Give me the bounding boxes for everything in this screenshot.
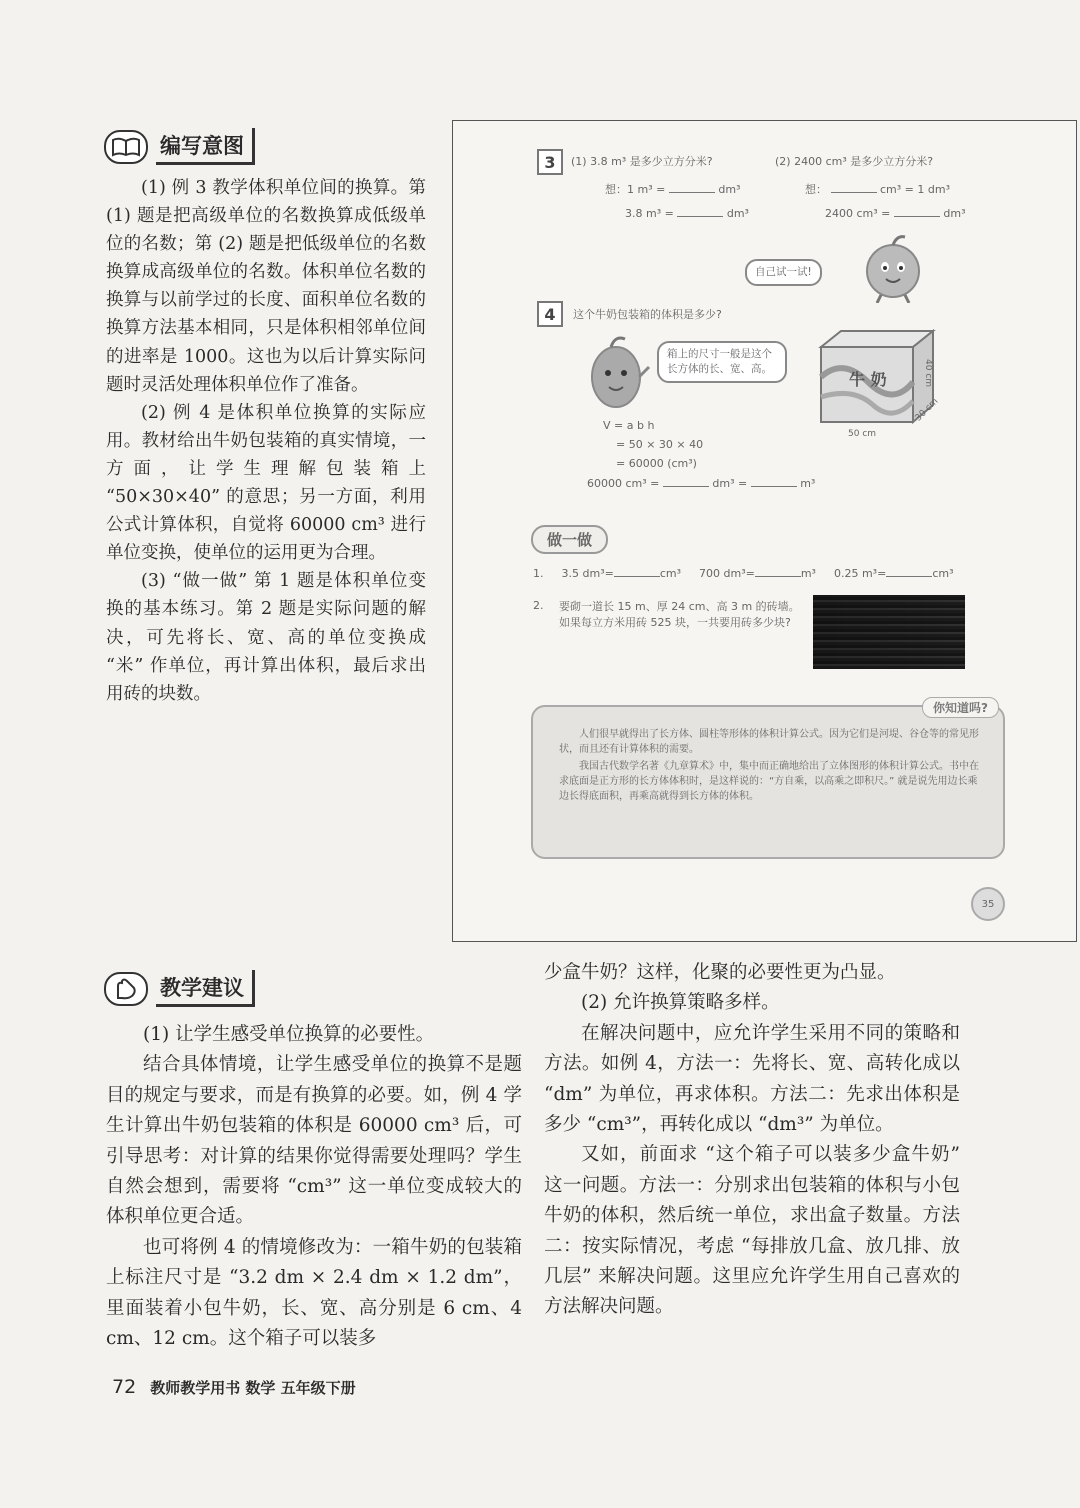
footer-book-title: 教师教学用书 数学 五年级下册: [150, 1379, 356, 1397]
ex3-blank-3[interactable]: [831, 192, 877, 193]
did-you-know-tag: 你知道吗?: [922, 697, 999, 718]
page-footer: [112, 1376, 356, 1398]
q1-c: 0.25 m³=: [833, 567, 887, 580]
advice-right-1: 少盒牛奶？这样，化聚的必要性更为凸显。: [544, 962, 896, 983]
mascot-apple-icon: [853, 233, 933, 303]
advice-left-column: [106, 1020, 522, 1354]
ex3-answer-line-3: [805, 181, 950, 197]
example-4-number: 4: [537, 301, 563, 327]
size-bubble: 箱上的尺寸一般是这个长方体的长、宽、高。: [657, 341, 787, 383]
ex3-a2-l1-post: cm³ = 1 dm³: [880, 183, 950, 196]
q2-num: 2.: [533, 599, 544, 612]
example-3-q1: (1) 3.8 m³ 是多少立方分米?: [571, 155, 713, 168]
advice-right-4: 又如，前面求 “这个箱子可以装多少盒牛奶” 这一问题。方法一：分别求出包装箱的体积与小包牛奶的体积，然后统一单位，求出盒子数量。方法二：按实际情况，考虑 “每排放几盒、放几排、放几层” 来解决问题。这里应允许学生用自己喜欢的方法解决问题。: [544, 1144, 960, 1318]
ex3-blank-4[interactable]: [894, 216, 940, 217]
example-3-q2: (2) 2400 cm³ 是多少立方分米?: [775, 155, 934, 168]
hand-pointer-icon: [104, 972, 148, 1006]
intent-paragraph-1: (1) 例 3 教学体积单位间的换算。第 (1) 题是把高级单位的名数换算成低级单位的名数；第 (2) 题是把低级单位的名数换算成高级单位的名数。体积单位名数的换算与以前学过的长度、面积单位名数的换算方法基本相同，只是体积相邻单位间的进率是 1000。这也为以后计算实际问题时灵活处理体积单位作了准备。: [106, 178, 426, 395]
convert-blank-1[interactable]: [663, 486, 709, 487]
ex3-blank-2[interactable]: [677, 216, 723, 217]
textbook-page-number: 35: [971, 887, 1005, 921]
q1-num: 1.: [533, 567, 544, 580]
formula-line-3: = 60000 (cm³): [616, 457, 697, 470]
box-length-label: 50 cm: [848, 429, 877, 439]
ex3-a1-l1: 想：1 m³ =: [605, 183, 666, 196]
box-height-label: 40 cm: [923, 359, 933, 388]
formula-line-1: V = a b h: [603, 419, 655, 432]
advice-left-1: (1) 让学生感受单位换算的必要性。: [143, 1024, 435, 1045]
advice-heading: [104, 970, 255, 1007]
q1-b: 700 dm³=: [699, 567, 755, 580]
q1-b-unit: m³: [800, 567, 816, 580]
ex3-answer-line-1: [605, 181, 740, 197]
advice-left-3: 也可将例 4 的情境修改为：一箱牛奶的包装箱上标注尺寸是 “3.2 dm × 2.4 dm × 1.2 dm”，里面装着小包牛奶，长、宽、高分别是 6 cm、4 cm、12 cm。这个箱子可以装多: [106, 1236, 522, 1350]
q2-text: 要砌一道长 15 m、厚 24 cm、高 3 m 的砖墙。如果每立方米用砖 525 块，一共要用砖多少块?: [559, 600, 800, 629]
dyk-paragraph-1: 人们很早就得出了长方体、圆柱等形体的体积计算公式。因为它们是河堤、谷仓等的常见形状，而且还有计算体积的需要。: [559, 729, 979, 755]
ex3-answer-line-2: [625, 207, 749, 220]
convert-mid: dm³ =: [712, 477, 748, 490]
q1-blank-a[interactable]: [614, 576, 660, 577]
did-you-know-box: [531, 701, 1005, 859]
example-3-number: 3: [537, 149, 563, 175]
q1-blank-c[interactable]: [886, 576, 932, 577]
q1-c-unit: cm³: [932, 567, 954, 580]
ex3-blank-1[interactable]: [669, 192, 715, 193]
q1-a-unit: cm³: [659, 567, 682, 580]
brick-wall-photo: [813, 595, 965, 669]
ex3-a2-l2-unit: dm³: [943, 207, 966, 220]
mascot-potato-icon: [581, 333, 651, 413]
advice-right-column: [544, 958, 960, 1323]
ex3-a1-l2: 3.8 m³ =: [625, 207, 674, 220]
intent-body: [106, 174, 426, 708]
example-4-question: 这个牛奶包装箱的体积是多少?: [573, 308, 722, 321]
ex3-answer-line-4: [825, 207, 966, 220]
intent-heading-text: 编写意图: [156, 128, 255, 165]
box-label: 牛 奶: [849, 370, 887, 389]
exercise-1: [533, 567, 1053, 580]
q1-a: 3.5 dm³=: [561, 567, 614, 580]
ex3-a2-l1-pre: 想：: [805, 183, 827, 196]
open-book-icon: [104, 130, 148, 164]
intent-paragraph-3: (3) “做一做” 第 1 题是体积单位变换的基本练习。第 2 题是实际问题的解决，可先将长、宽、高的单位变换成 “米” 作单位，再计算出体积，最后求出用砖的块数。: [106, 571, 426, 704]
q1-blank-b[interactable]: [755, 576, 801, 577]
advice-heading-text: 教学建议: [156, 970, 255, 1007]
convert-pre: 60000 cm³ =: [587, 477, 660, 490]
try-it-bubble: 自己试一试!: [745, 259, 822, 286]
advice-left-2: 结合具体情境，让学生感受单位的换算不是题目的规定与要求，而是有换算的必要。如，例 4 学生计算出牛奶包装箱的体积是 60000 cm³ 后，可引导思考：对计算的结果你觉得需要处理吗？学生自然会想到，需要将 “cm³” 这一单位变成较大的体积单位更合适。: [106, 1054, 522, 1228]
convert-unit: m³: [800, 477, 816, 490]
intent-paragraph-2: (2) 例 4 是体积单位换算的实际应用。教材给出牛奶包装箱的真实情境，一方面，让学生理解包装箱上 “50×30×40” 的意思；另一方面，利用公式计算体积，自觉将 60000 cm³ 进行单位变换，使单位的运用更为合理。: [106, 402, 426, 564]
convert-line: [587, 477, 815, 490]
footer-page-number: 72: [112, 1376, 137, 1398]
dyk-paragraph-2: 我国古代数学名著《九章算术》中，集中而正确地给出了立体图形的体积计算公式。书中在求底面是正方形的长方体体积时，是这样说的：“方自乘，以高乘之即积尺。” 就是说先用边长乘边长得底面积，再乘高就得到长方体的体积。: [559, 761, 979, 802]
formula-line-2: = 50 × 30 × 40: [616, 438, 704, 451]
ex3-a1-l2-unit: dm³: [726, 207, 749, 220]
intent-heading: [104, 128, 255, 165]
ex3-a2-l2: 2400 cm³ =: [825, 207, 891, 220]
textbook-page: [452, 120, 1077, 942]
advice-right-2: (2) 允许换算策略多样。: [581, 992, 780, 1014]
box-width-label: 30 cm: [913, 396, 941, 424]
advice-right-3: 在解决问题中，应允许学生采用不同的策略和方法。如例 4，方法一：先将长、宽、高转化成以 “dm” 为单位，再求体积。方法二：先求出体积是多少 “cm³”，再转化成以 “dm³” 为单位。: [544, 1022, 960, 1136]
do-it-tag: 做一做: [531, 525, 608, 554]
ex3-a1-l1-unit: dm³: [718, 183, 741, 196]
convert-blank-2[interactable]: [751, 486, 797, 487]
